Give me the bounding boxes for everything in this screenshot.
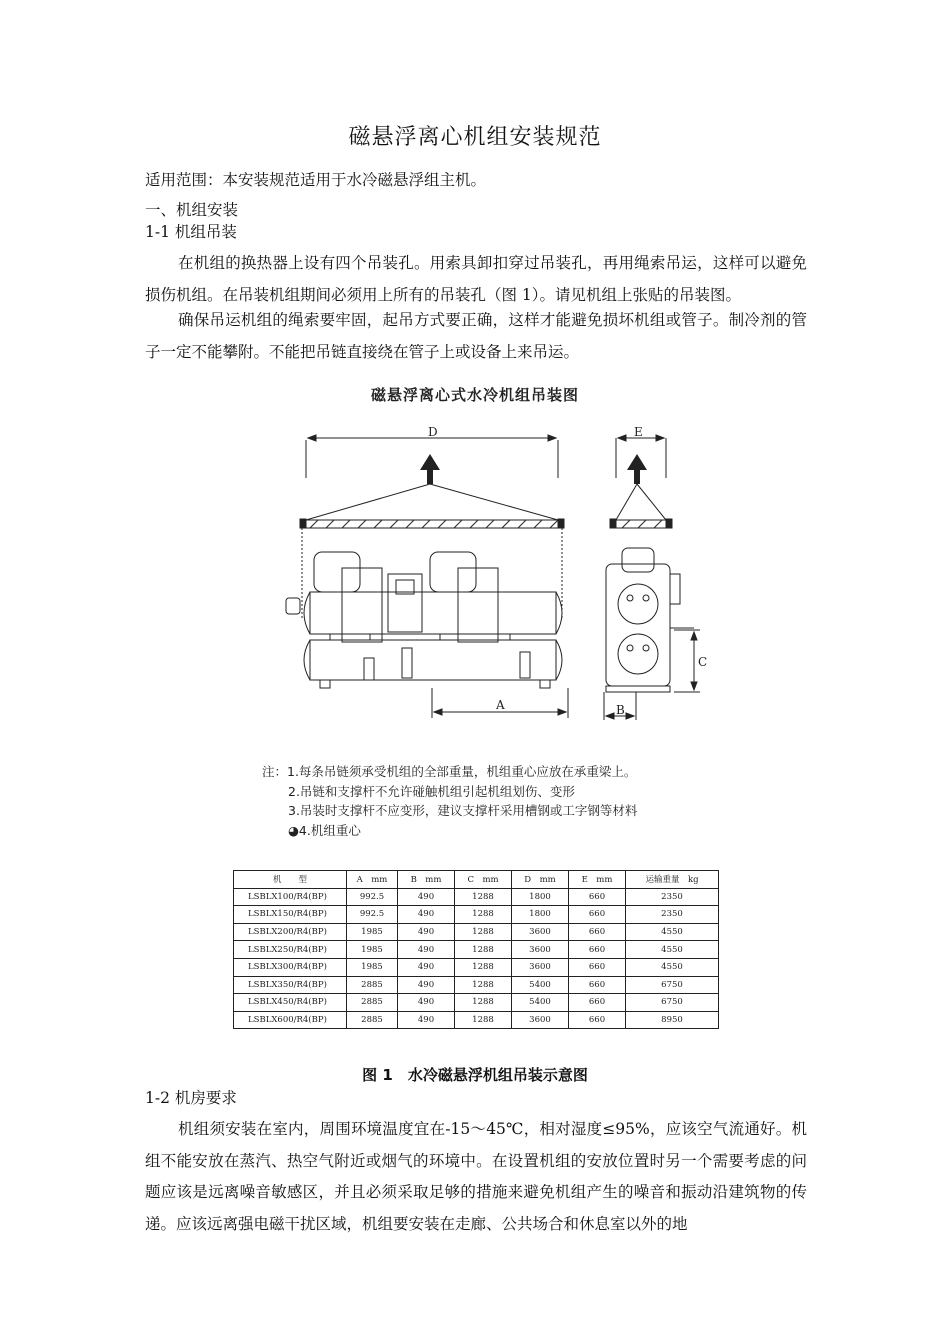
dim-b-label: B — [616, 703, 625, 717]
subsection-heading-lifting: 1-1 机组吊装 — [145, 223, 237, 241]
cell-b: 490 — [398, 1011, 455, 1029]
cell-e: 660 — [569, 923, 626, 941]
cell-weight: 8950 — [626, 1011, 719, 1029]
col-header-model: 机 型 — [234, 871, 347, 889]
figure-notes — [262, 762, 637, 840]
cell-model: LSBLX350/R4(BP) — [234, 976, 347, 994]
cell-b: 490 — [398, 976, 455, 994]
side-lower-tube — [618, 634, 658, 674]
paragraph-lifting-holes: 在机组的换热器上设有四个吊装孔。用索具卸扣穿过吊装孔，再用绳索吊运，这样可以避免损伤机组。在吊装机组期间必须用上所有的吊装孔（图 1）。请见机组上张贴的吊装图。 — [145, 254, 807, 304]
cell-c: 1288 — [455, 906, 512, 924]
cell-c: 1288 — [455, 923, 512, 941]
cell-weight: 6750 — [626, 994, 719, 1012]
cell-b: 490 — [398, 906, 455, 924]
cell-e: 660 — [569, 994, 626, 1012]
side-upper-tube — [618, 584, 658, 624]
note-4 — [262, 821, 637, 841]
cell-d: 1800 — [512, 906, 569, 924]
spec-table — [233, 870, 719, 1029]
cell-weight: 2350 — [626, 906, 719, 924]
table-row — [234, 1011, 719, 1029]
cell-model: LSBLX250/R4(BP) — [234, 941, 347, 959]
cell-b: 490 — [398, 923, 455, 941]
cell-d: 3600 — [512, 941, 569, 959]
cell-c: 1288 — [455, 888, 512, 906]
col-header-e: E mm — [569, 871, 626, 889]
cell-a: 2885 — [347, 994, 398, 1012]
cell-e: 660 — [569, 941, 626, 959]
cell-d: 5400 — [512, 976, 569, 994]
dim-d-label: D — [428, 425, 438, 439]
cell-model: LSBLX200/R4(BP) — [234, 923, 347, 941]
cell-a: 992.5 — [347, 906, 398, 924]
cell-weight: 4550 — [626, 923, 719, 941]
cell-a: 1985 — [347, 923, 398, 941]
col-header-a: A mm — [347, 871, 398, 889]
side-body — [606, 564, 670, 686]
control-box — [388, 574, 422, 632]
cell-weight: 6750 — [626, 976, 719, 994]
note-1: 注：1.每条吊链须承受机组的全部重量，机组重心应放在承重梁上。 — [262, 764, 637, 779]
sling-left — [306, 484, 430, 520]
figure-caption: 图 1 水冷磁悬浮机组吊装示意图 — [362, 1066, 588, 1084]
cell-e: 660 — [569, 1011, 626, 1029]
table-row — [234, 976, 719, 994]
cell-b: 490 — [398, 958, 455, 976]
cell-model: LSBLX450/R4(BP) — [234, 994, 347, 1012]
dim-c-label: C — [698, 655, 708, 669]
cell-b: 490 — [398, 994, 455, 1012]
cell-a: 1985 — [347, 958, 398, 976]
note-4-text: 4.机组重心 — [298, 822, 361, 838]
cell-e: 660 — [569, 958, 626, 976]
cell-weight: 4550 — [626, 941, 719, 959]
paragraph-lifting-rope: 确保吊运机组的绳索要牢固，起吊方式要正确，这样才能避免损坏机组或管子。制冷剂的管子一定不能攀附。不能把吊链直接绕在管子上或设备上来吊运。 — [145, 311, 807, 361]
cell-c: 1288 — [455, 958, 512, 976]
cell-b: 490 — [398, 941, 455, 959]
side-lift-arrow-icon — [627, 454, 647, 470]
cell-c: 1288 — [455, 941, 512, 959]
section-heading-install: 一、机组安装 — [145, 201, 239, 219]
spec-table-body — [234, 888, 719, 1029]
table-row — [234, 994, 719, 1012]
compressor-left — [314, 552, 360, 592]
cell-e: 660 — [569, 888, 626, 906]
lower-shell — [310, 640, 556, 680]
col-header-weight: 运输重量 kg — [626, 871, 719, 889]
cell-a: 992.5 — [347, 888, 398, 906]
table-row — [234, 888, 719, 906]
cell-b: 490 — [398, 888, 455, 906]
note-2: 2.吊链和支撑杆不允许碰触机组引起机组划伤、变形 — [288, 783, 575, 799]
cell-d: 5400 — [512, 994, 569, 1012]
compressor-right — [430, 552, 476, 592]
col-header-b: B mm — [398, 871, 455, 889]
cell-model: LSBLX600/R4(BP) — [234, 1011, 347, 1029]
cell-weight: 2350 — [626, 888, 719, 906]
lift-arrow-icon — [420, 454, 440, 470]
scope-text: 适用范围：本安装规范适用于水冷磁悬浮组主机。 — [145, 171, 487, 189]
note-3: 3.吊装时支撑杆不应变形，建议支撑杆采用槽钢或工字钢等材料 — [288, 803, 638, 818]
col-header-d: D mm — [512, 871, 569, 889]
lifting-diagram — [270, 418, 710, 730]
cell-weight: 4550 — [626, 958, 719, 976]
cell-e: 660 — [569, 906, 626, 924]
table-row — [234, 923, 719, 941]
cell-model: LSBLX300/R4(BP) — [234, 958, 347, 976]
table-row — [234, 906, 719, 924]
table-header-row — [234, 871, 719, 889]
paragraph-machine-room: 机组须安装在室内，周围环境温度宜在-15～45℃，相对湿度≤95%，应该空气流通好。机组不能安放在蒸汽、热空气附近或烟气的环境中。在设置机组的安放位置时另一个需要考虑的问题应该是远离噪音敏感区，并且必须采取足够的措施来避免机组产生的噪音和振动沿建筑物的传递。应该远离强电磁干扰区域，机组要安装在走廊、公共场合和休息室以外的地 — [145, 1120, 807, 1233]
cell-c: 1288 — [455, 994, 512, 1012]
subsection-heading-machine-room: 1-2 机房要求 — [145, 1089, 237, 1107]
cell-c: 1288 — [455, 1011, 512, 1029]
cell-d: 3600 — [512, 923, 569, 941]
cell-d: 3600 — [512, 1011, 569, 1029]
cell-d: 3600 — [512, 958, 569, 976]
cell-model: LSBLX100/R4(BP) — [234, 888, 347, 906]
upper-shell — [310, 592, 556, 634]
cell-d: 1800 — [512, 888, 569, 906]
col-header-c: C mm — [455, 871, 512, 889]
dim-a-label: A — [496, 698, 505, 712]
document-title: 磁悬浮离心机组安装规范 — [348, 125, 602, 150]
table-row — [234, 958, 719, 976]
cell-a: 2885 — [347, 976, 398, 994]
table-row — [234, 941, 719, 959]
side-spreader-bar — [614, 520, 668, 528]
dim-e-label: E — [634, 425, 643, 439]
cell-a: 2885 — [347, 1011, 398, 1029]
cell-c: 1288 — [455, 976, 512, 994]
cell-e: 660 — [569, 976, 626, 994]
sling-right — [430, 484, 558, 520]
cell-model: LSBLX150/R4(BP) — [234, 906, 347, 924]
figure-title: 磁悬浮离心式水冷机组吊装图 — [370, 386, 579, 404]
center-of-gravity-icon: ◕ — [288, 822, 299, 838]
cell-a: 1985 — [347, 941, 398, 959]
